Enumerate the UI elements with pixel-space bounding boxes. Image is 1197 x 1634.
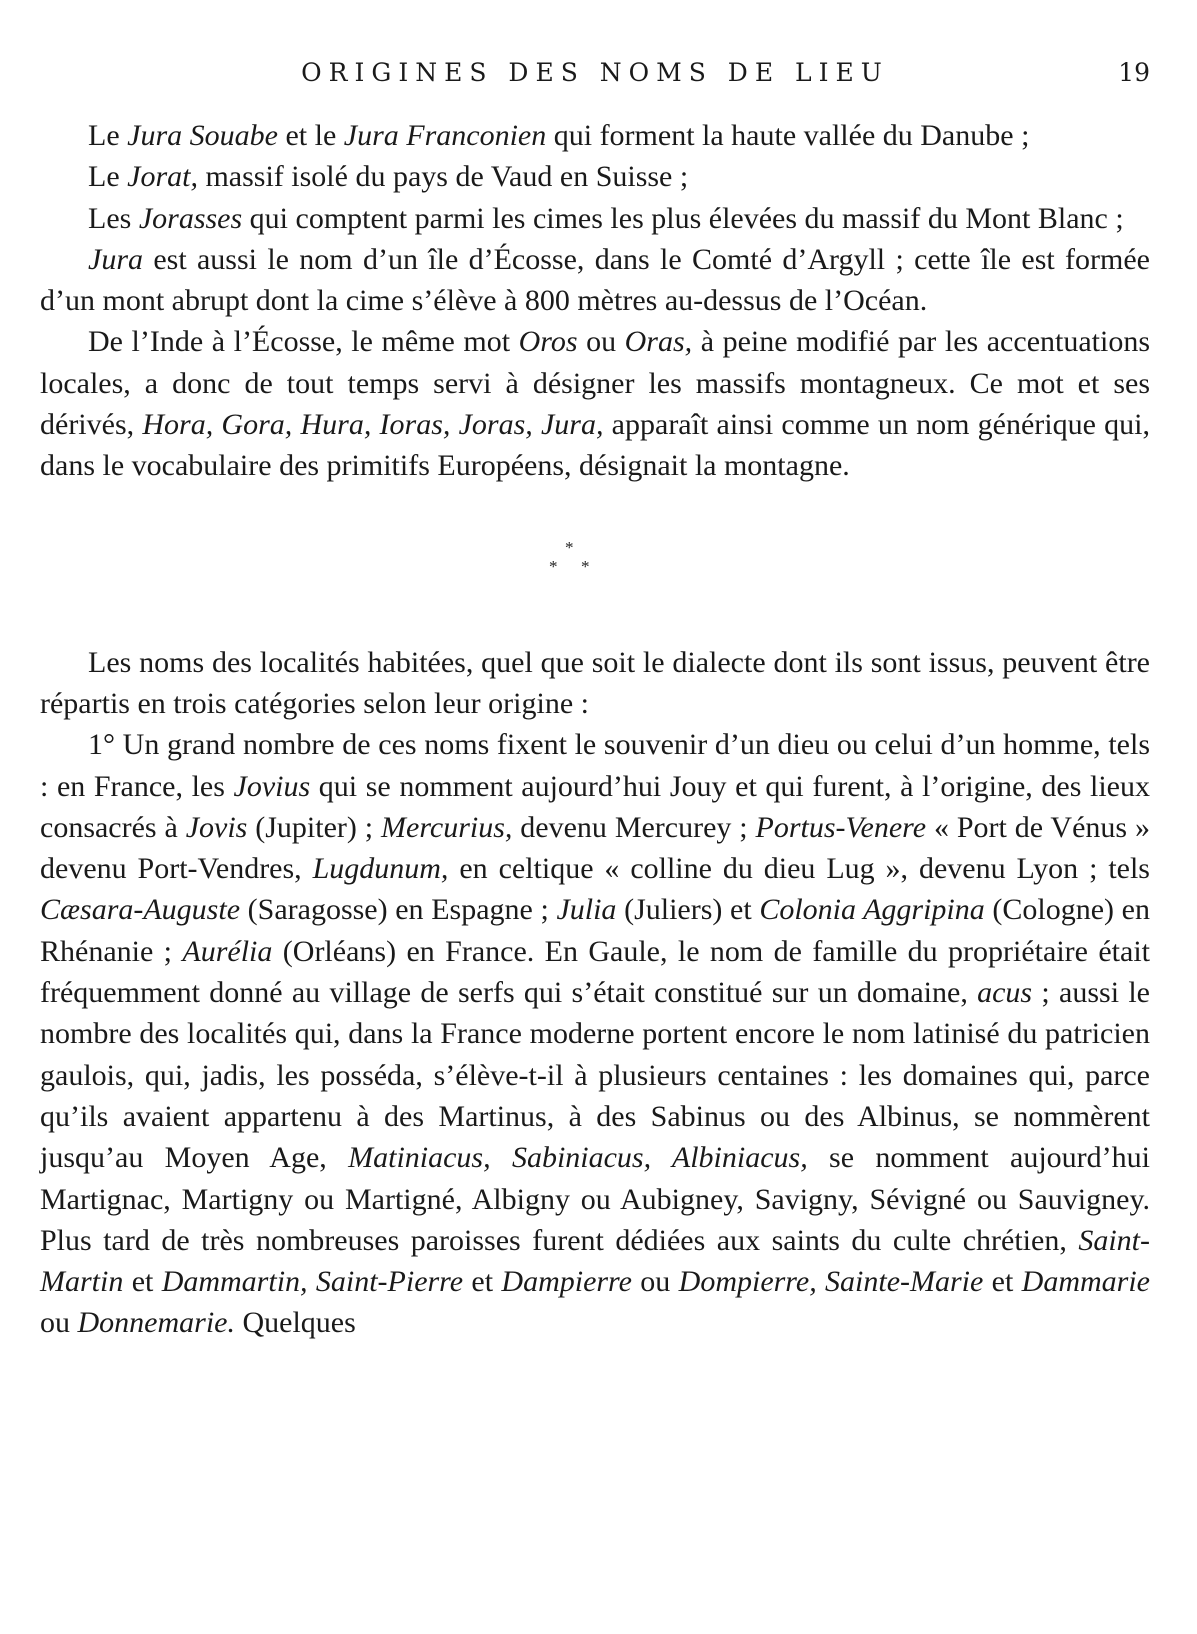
text-run: Les (88, 201, 139, 235)
text-run: et (123, 1265, 162, 1299)
italic-term: Dammartin, Saint-Pierre (161, 1265, 464, 1299)
italic-term: Julia (556, 893, 617, 927)
text-run: et le (277, 119, 344, 152)
text-run: qui comptent parmi les cimes les plus élevées du massif du Mont Blanc ; (242, 201, 1124, 235)
page-number: 19 (1118, 58, 1150, 87)
running-header (40, 58, 1150, 98)
text-run: (Cologne) en Rhénanie ; (40, 893, 1150, 968)
italic-term: Jura Franconien (343, 119, 547, 152)
italic-term: Cæsara-Auguste (40, 893, 241, 927)
text-run: qui se nomment aujourd’hui Jouy et qui furent, à l’origine, des lieux consacrés à (40, 769, 1150, 844)
text-run: Le (88, 119, 128, 152)
paragraph (40, 724, 1150, 1343)
text-run: et (463, 1265, 502, 1299)
paragraph (40, 156, 1150, 197)
italic-term: Saint-Martin (40, 1223, 1150, 1299)
text-run: en celtique « colline du dieu Lug », devenu Lyon ; tels (448, 852, 1150, 886)
paragraph (40, 642, 1150, 725)
text-run: et (983, 1265, 1022, 1299)
text-run: Les noms des localités habitées, quel que soit le dialecte dont ils sont issus, peuvent être répartis en trois catégories selon leur origine : (40, 645, 1150, 720)
italic-term: Hora, Gora, Hura, Ioras, Joras, Jura, (142, 408, 604, 442)
text-run: Quelques (234, 1306, 356, 1340)
text-run: 1° Un grand nombre de ces noms fixent le souvenir d’un dieu ou celui d’un homme, tels : en France, les (40, 728, 1150, 803)
italic-term: Jura (88, 242, 143, 276)
italic-term: Portus-Venere (755, 810, 927, 844)
paragraph (40, 115, 1150, 156)
text-run: ; aussi le nombre des localités qui, dans la France moderne portent encore le nom latinisé du patricien gaulois, qui, jadis, les posséda, s’élève-t-il à plusieurs centaines : les domaines qui, parce qu’ils avaient appartenu à des Martinus, à des Sabinus ou des Albinus, se nommèrent jusqu’au Moyen Age, (40, 976, 1150, 1175)
italic-term: Donnemarie. (77, 1306, 235, 1340)
text-run: qui forment la haute vallée du Danube ; (546, 119, 1030, 152)
italic-term: Jorat, (127, 160, 198, 194)
italic-term: Oras, (624, 325, 693, 359)
asterism-star: * (565, 537, 574, 557)
italic-term: Aurélia (182, 934, 273, 968)
text-run: (Juliers) et (616, 893, 760, 927)
italic-term: Jura Souabe (127, 119, 278, 152)
text-run: ou (577, 325, 625, 359)
italic-term: Mercurius, (381, 810, 513, 844)
text-run: Le (88, 160, 128, 194)
italic-term: acus (977, 976, 1033, 1010)
text-run: « Port de Vénus » devenu Port-Vendres, (40, 810, 1150, 886)
italic-term: Dampierre (501, 1265, 632, 1299)
text-run: (Orléans) en France. En Gaule, le nom de famille du propriétaire était fréquemment donné au village de serfs qui s’était constitué sur un domaine, (40, 934, 1150, 1010)
paragraph (40, 321, 1150, 486)
text-run: se nomment aujourd’hui Martignac, Martigny ou Martigné, Albigny ou Aubigney, Savigny, Sévigné ou Sauvigney. Plus tard de très nombreuses paroisses furent dédiées aux saints du culte chrétien, (40, 1141, 1150, 1257)
text-run: massif isolé du pays de Vaud en Suisse ; (197, 160, 689, 194)
text-run: à peine modifié par les accentuations locales, a donc de tout temps servi à désigner les massifs montagneux. Ce mot et ses dérivés, (40, 325, 1150, 442)
asterism-star: * (581, 556, 590, 576)
italic-term: Jovis (185, 810, 248, 844)
italic-term: Matiniacus, Sabiniacus, Albiniacus, (348, 1141, 808, 1175)
paragraphs-before-separator (40, 115, 1150, 487)
italic-term: Oros (518, 325, 578, 359)
paragraph (40, 198, 1150, 239)
italic-term: Jovius (233, 769, 311, 803)
paragraph (40, 239, 1150, 322)
italic-term: Lugdunum, (312, 852, 449, 886)
text-run: (Jupiter) ; (247, 810, 382, 844)
body-text (40, 115, 1150, 1344)
italic-term: Dompierre, Sainte-Marie (678, 1265, 984, 1299)
text-run: ou (40, 1306, 78, 1340)
italic-term: Colonia Aggripina (759, 893, 985, 927)
italic-term: Jorasses (138, 201, 243, 235)
text-run: apparaît ainsi comme un nom générique qui, dans le vocabulaire des primitifs Européens, désignait la montagne. (40, 408, 1151, 483)
text-run: De l’Inde à l’Écosse, le même mot (88, 325, 519, 359)
separator-asterism (40, 487, 1150, 642)
asterism-star: * (549, 556, 558, 576)
paragraphs-after-separator (40, 642, 1150, 1344)
italic-term: Dammarie (1021, 1265, 1150, 1299)
text-run: (Saragosse) en Espagne ; (240, 893, 557, 927)
text-run: devenu Mercurey ; (512, 810, 756, 844)
running-title: ORIGINES DES NOMS DE LIEU (301, 58, 889, 87)
text-run: est aussi le nom d’un île d’Écosse, dans le Comté d’Argyll ; cette île est formée d’un mont abrupt dont la cime s’élève à 800 mètres au-dessus de l’Océan. (40, 242, 1150, 318)
text-run: ou (631, 1265, 679, 1299)
